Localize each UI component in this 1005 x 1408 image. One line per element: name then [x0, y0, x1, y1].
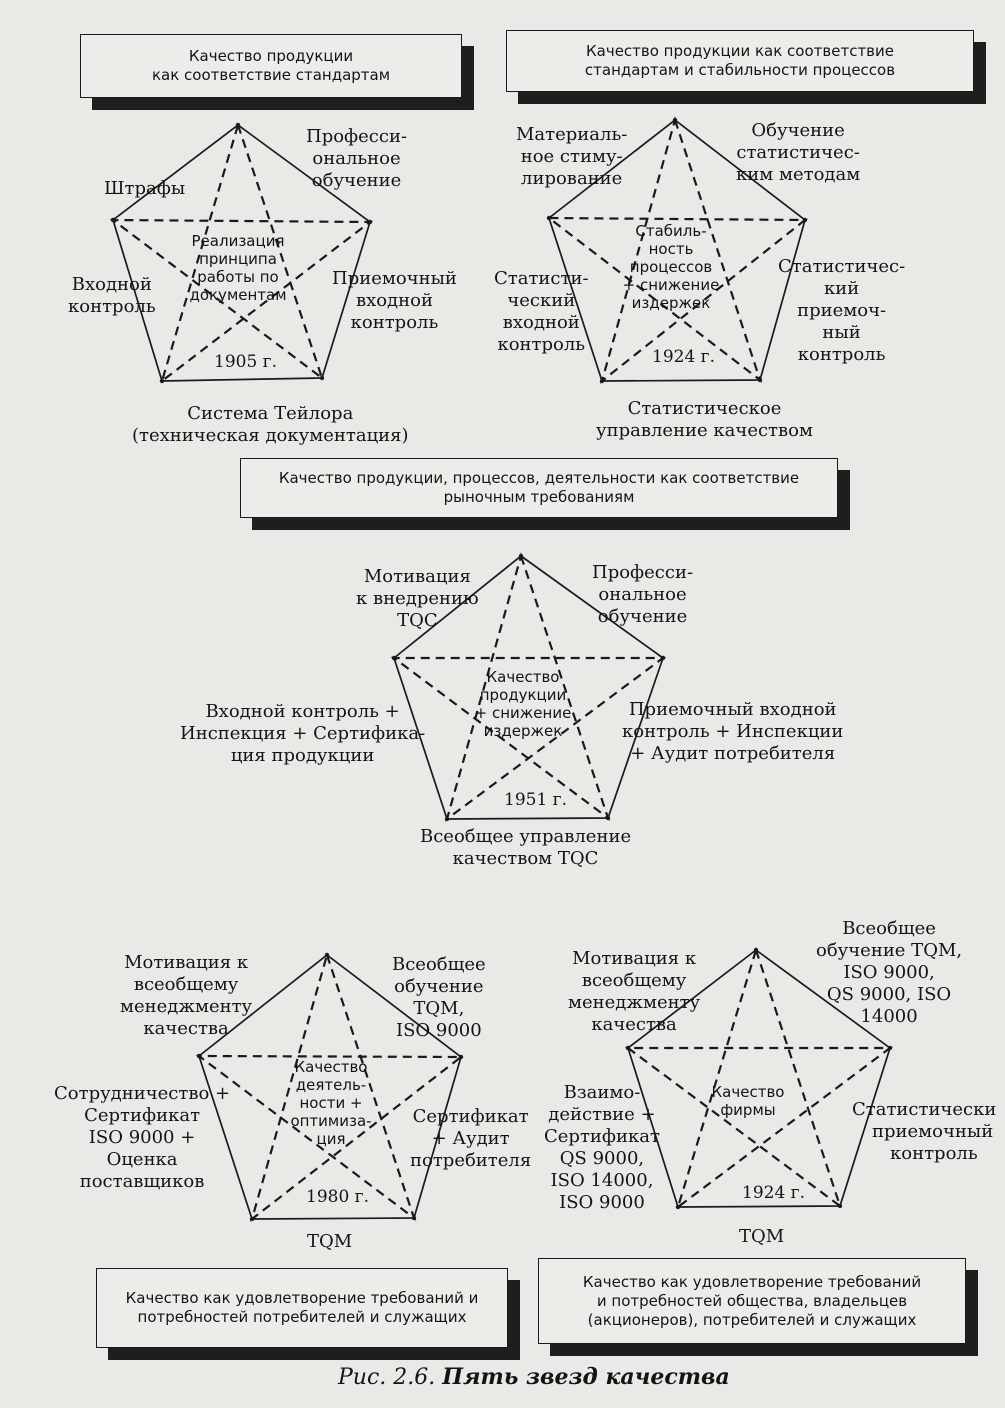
- star-5-center-label: [708, 1083, 788, 1119]
- star-5-vertex: [754, 948, 758, 952]
- star-1-vertex: [368, 220, 372, 224]
- label-line: Статистически: [852, 1099, 997, 1120]
- star-5-vertex: [838, 1204, 842, 1208]
- label-line: Мотивация к: [124, 952, 249, 973]
- star-1-header: [80, 34, 462, 98]
- star-4-vertex: [197, 1054, 201, 1058]
- label-line: Стабиль-: [635, 222, 707, 240]
- label-line: + снижение: [474, 704, 572, 722]
- label-line: Статистическое: [627, 398, 782, 419]
- caption-prefix: Рис. 2.6.: [338, 1365, 436, 1390]
- label-line: Оценка: [106, 1149, 178, 1170]
- star-1-vertex: [320, 376, 324, 380]
- label-line: Сертификат: [544, 1126, 660, 1147]
- label-line: документам: [189, 286, 287, 304]
- star-3-left-label: [180, 701, 425, 767]
- star-5-header-line: Качество как удовлетворение требований: [582, 1272, 922, 1291]
- label-line: входной: [502, 312, 580, 333]
- star-3-vertex: [392, 656, 396, 660]
- label-line: всеобщему: [133, 974, 239, 995]
- star-3-top-right-label: [592, 562, 693, 628]
- star-2-right-label: [778, 256, 905, 366]
- label-line: ность: [648, 240, 694, 258]
- star-4-header-line: потребностей потребителей и служащих: [137, 1308, 467, 1326]
- star-1-vertex: [236, 123, 240, 127]
- star-2-bottom-label: [596, 398, 813, 442]
- label-line: TQC: [397, 610, 438, 631]
- star-3-vertex: [519, 554, 523, 558]
- label-line: ким методам: [736, 164, 861, 185]
- label-line: ISO 9000: [559, 1192, 645, 1213]
- star-1-left-label: [68, 274, 156, 318]
- star-3-bottom-label: [420, 826, 631, 870]
- label-line: Приемочный: [332, 268, 457, 289]
- label-line: потребителя: [410, 1150, 532, 1171]
- label-line: Обучение: [751, 120, 845, 141]
- star-1-year: 1905 г.: [214, 352, 277, 372]
- star-4-year: 1980 г.: [306, 1187, 369, 1207]
- label-line: издержек: [631, 294, 711, 312]
- label-line: качества: [591, 1014, 677, 1035]
- label-line: Сертификат: [412, 1106, 529, 1127]
- star-5-header-line: и потребностей общества, владельцев: [596, 1291, 908, 1310]
- star-3-header: [240, 458, 838, 518]
- star-1-vertex: [160, 379, 164, 383]
- star-1-top-left-label: [104, 178, 185, 200]
- label-line: поставщиков: [79, 1171, 205, 1192]
- star-1-header-line: Качество продукции: [188, 47, 354, 65]
- label-line: Качество: [486, 668, 560, 686]
- label-line: Приемочный входной: [628, 699, 837, 720]
- label-line: качеством TQC: [452, 848, 599, 869]
- star-1-header-line: как соответствие стандартам: [151, 66, 391, 84]
- label-line: 14000: [860, 1006, 918, 1027]
- star-4-header-line: Качество как удовлетворение требований и: [125, 1289, 479, 1307]
- label-line: QS 9000, ISO: [826, 984, 952, 1005]
- label-line: обучение: [394, 976, 484, 997]
- label-line: Система Тейлора: [187, 403, 354, 424]
- caption-title: Пять звезд качества: [442, 1364, 730, 1390]
- star-3-right-label: [622, 699, 843, 765]
- star-2-top-left-label: [516, 124, 627, 190]
- label-line: ISO 9000 +: [88, 1127, 196, 1148]
- label-line: обучение TQM,: [816, 940, 963, 961]
- label-line: к внедрению: [356, 588, 479, 609]
- label-line: Всеобщее: [392, 954, 486, 975]
- label-line: + снижение: [622, 276, 720, 294]
- label-line: TQM: [307, 1231, 353, 1252]
- label-line: TQM: [739, 1226, 785, 1247]
- label-line: контроль: [797, 344, 886, 365]
- label-line: обучение: [597, 606, 688, 627]
- label-line: Статисти-: [494, 268, 589, 289]
- star-3-vertex: [445, 817, 449, 821]
- label-line: приемоч-: [797, 300, 887, 321]
- label-line: статистичес-: [736, 142, 860, 163]
- label-line: Входной контроль +: [205, 701, 400, 722]
- star-2-header: [506, 30, 974, 92]
- label-line: ISO 14000,: [550, 1170, 654, 1191]
- label-line: (техническая документация): [132, 425, 409, 446]
- label-line: контроль: [350, 312, 439, 333]
- star-4-left-label: [54, 1083, 230, 1193]
- label-line: Професси-: [306, 126, 408, 147]
- label-line: лирование: [521, 168, 623, 189]
- star-2-header-line: Качество продукции как соответствие: [585, 42, 895, 60]
- label-line: оптимиза-: [290, 1112, 372, 1130]
- label-line: Взаимо-: [563, 1082, 641, 1103]
- star-1-bottom-label: [132, 403, 409, 447]
- label-line: Инспекция + Сертифика-: [180, 723, 426, 744]
- star-2-vertex: [758, 378, 762, 382]
- star-4-top-left-label: [120, 952, 252, 1040]
- label-line: процессов: [629, 258, 713, 276]
- star-5-vertex: [888, 1046, 892, 1050]
- star-5-left-label: [544, 1082, 660, 1214]
- star-5-vertex: [626, 1046, 630, 1050]
- star-3-top-left-label: [356, 566, 479, 632]
- label-line: контроль: [497, 334, 586, 355]
- star-1-vertex: [111, 218, 115, 222]
- label-line: Качество: [711, 1083, 785, 1101]
- label-line: QS 9000,: [559, 1148, 645, 1169]
- star-3-header-line: Качество продукции, процессов, деятельности как соответствие: [278, 469, 800, 487]
- label-line: Всеобщее: [842, 918, 936, 939]
- star-4-right-label: [410, 1106, 531, 1172]
- label-line: ческий: [507, 290, 576, 311]
- star-5-right-label: [852, 1099, 1002, 1165]
- label-line: контроль + Инспекции: [622, 721, 844, 742]
- label-line: действие +: [548, 1104, 656, 1125]
- label-line: ональное: [312, 148, 401, 169]
- label-line: всеобщему: [581, 970, 687, 991]
- label-line: качества: [143, 1018, 229, 1039]
- label-line: фирмы: [720, 1101, 776, 1119]
- label-line: продукции: [479, 686, 567, 704]
- label-line: Мотивация: [363, 566, 471, 587]
- star-2-top-right-label: [736, 120, 860, 186]
- star-4-vertex: [412, 1216, 416, 1220]
- label-line: ное стиму-: [520, 146, 623, 167]
- star-4-header: [96, 1268, 508, 1348]
- label-line: ISO 9000,: [843, 962, 935, 983]
- label-line: работы по: [197, 268, 279, 286]
- label-line: Сотрудничество +: [54, 1083, 231, 1104]
- label-line: Реализация: [191, 232, 285, 250]
- label-line: ональное: [598, 584, 687, 605]
- label-line: входной: [355, 290, 433, 311]
- star-4-vertex: [459, 1055, 463, 1059]
- label-line: TQM,: [413, 998, 465, 1019]
- label-line: + Аудит: [431, 1128, 510, 1149]
- star-2-center-label: [618, 222, 724, 312]
- star-2-vertex: [600, 379, 604, 383]
- label-line: Професси-: [592, 562, 694, 583]
- star-5-bottom-label: [739, 1226, 784, 1248]
- star-2-vertex: [673, 118, 677, 122]
- label-line: + Аудит потребителя: [630, 743, 836, 764]
- label-line: Сертификат: [84, 1105, 201, 1126]
- star-3-center-label: [470, 668, 576, 740]
- star-3-year: 1951 г.: [504, 790, 567, 810]
- star-1-top-right-label: [306, 126, 407, 192]
- label-line: ный: [822, 322, 861, 343]
- label-line: обучение: [311, 170, 402, 191]
- label-line: ция продукции: [230, 745, 375, 766]
- star-5-header: [538, 1258, 966, 1344]
- star-2-vertex: [803, 218, 807, 222]
- label-line: ISO 9000: [395, 1020, 482, 1041]
- label-line: кий: [823, 278, 860, 299]
- star-5-header-line: (акционеров), потребителей и служащих: [587, 1310, 917, 1329]
- star-2-year: 1924 г.: [652, 347, 715, 367]
- star-5-vertex: [676, 1205, 680, 1209]
- star-2-header-line: стандартам и стабильности процессов: [584, 61, 896, 79]
- label-line: контроль: [68, 296, 156, 317]
- figure-caption: [338, 1364, 730, 1391]
- label-line: Мотивация к: [572, 948, 697, 969]
- star-1-center-label: [182, 232, 294, 304]
- label-line: приемочный: [872, 1121, 994, 1142]
- star-4-bottom-label: [307, 1231, 352, 1253]
- star-4-center-label: [282, 1058, 380, 1148]
- label-line: ности +: [299, 1094, 363, 1112]
- label-line: Штрафы: [104, 178, 186, 199]
- label-line: менеджменту: [568, 992, 701, 1013]
- star-4-top-right-label: [392, 954, 486, 1042]
- label-line: ция: [316, 1130, 346, 1148]
- label-line: контроль: [890, 1143, 978, 1164]
- label-line: принципа: [199, 250, 277, 268]
- star-3-header-line: рыночным требованиям: [443, 488, 635, 506]
- star-3-vertex: [661, 656, 665, 660]
- star-3-vertex: [606, 816, 610, 820]
- star-4-vertex: [250, 1217, 254, 1221]
- label-line: Качество: [294, 1058, 368, 1076]
- label-line: деятель-: [295, 1076, 367, 1094]
- star-4-vertex: [325, 953, 329, 957]
- label-line: Материаль-: [516, 124, 628, 145]
- label-line: издержек: [483, 722, 563, 740]
- star-5-top-left-label: [568, 948, 700, 1036]
- star-2-vertex: [547, 216, 551, 220]
- label-line: менеджменту: [120, 996, 253, 1017]
- label-line: Статистичес-: [778, 256, 906, 277]
- label-line: Входной: [71, 274, 152, 295]
- label-line: Всеобщее управление: [420, 826, 632, 847]
- label-line: управление качеством: [596, 420, 813, 441]
- star-2-left-label: [494, 268, 589, 356]
- star-5-top-right-label: [816, 918, 962, 1028]
- star-1-right-label: [332, 268, 457, 334]
- star-5-year: 1924 г.: [742, 1183, 805, 1203]
